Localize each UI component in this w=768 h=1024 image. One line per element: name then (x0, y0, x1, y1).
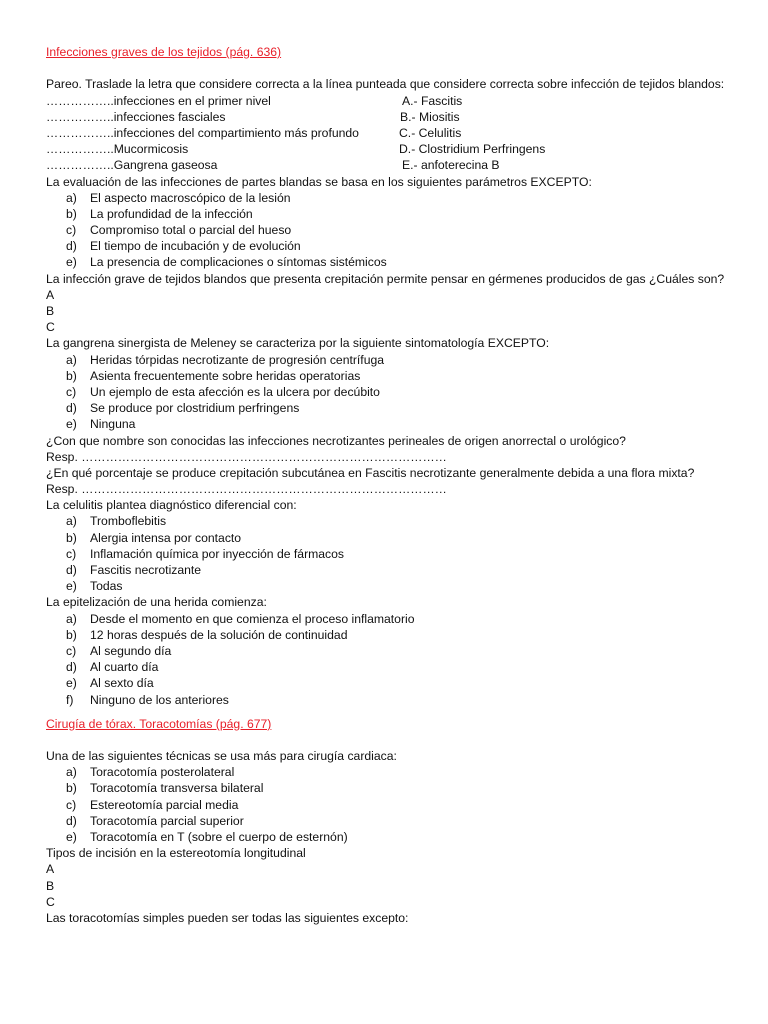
option-text: 12 horas después de la solución de continuidad (90, 627, 348, 642)
answer-option (46, 238, 736, 254)
option-label: a) (66, 765, 77, 780)
option-text: Alergia intensa por contacto (90, 530, 242, 545)
option-text: Inflamación química por inyección de fármacos (90, 546, 345, 561)
option-text: Toracotomía posterolateral (90, 765, 235, 780)
option-label: c) (66, 223, 77, 238)
answer-option (46, 190, 736, 206)
answer-option (46, 352, 736, 368)
option-text: La profundidad de la infección (90, 206, 253, 221)
option-label: b) (66, 530, 77, 545)
option-label: b) (66, 627, 77, 642)
question-text: Las toracotomías simples pueden ser todas las siguientes excepto: (46, 910, 409, 925)
option-text: Desde el momento en que comienza el proceso inflamatorio (90, 611, 415, 626)
answer-option (46, 675, 736, 691)
option-label: a) (66, 352, 77, 367)
question-text: La infección grave de tejidos blandos que presenta crepitación permite pensar en gérmenes producidos de gas ¿Cuáles son? (46, 271, 725, 286)
option-text: La presencia de complicaciones o síntomas sistémicos (90, 255, 387, 270)
option-text: Estereotomía parcial media (90, 797, 239, 812)
answer-option (46, 659, 736, 675)
option-label: c) (66, 546, 77, 561)
answer-line: B (46, 878, 55, 893)
option-text: Heridas tórpidas necrotizante de progresión centrífuga (90, 352, 385, 367)
matching-right: A.- Fascitis (402, 93, 463, 108)
matching-left: ……………..Gangrena gaseosa (46, 158, 218, 173)
matching-row (46, 157, 736, 173)
option-text: Un ejemplo de esta afección es la ulcera por decúbito (90, 384, 380, 399)
option-text: Tromboflebitis (90, 514, 167, 529)
answer-option (46, 384, 736, 400)
option-label: d) (66, 401, 77, 416)
answer-option (46, 530, 736, 546)
answer-line: A (46, 862, 55, 877)
option-text: Toracotomía en T (sobre el cuerpo de esternón) (90, 830, 348, 845)
response-line: Resp. ……………………………………………………………………………… (46, 482, 447, 497)
option-label: c) (66, 384, 77, 399)
option-text: Al sexto día (90, 676, 154, 691)
option-label: d) (66, 813, 77, 828)
option-text: Ninguno de los anteriores (90, 692, 229, 707)
answer-option (46, 400, 736, 416)
question-text: La gangrena sinergista de Meleney se caracteriza por la siguiente sintomatología EXCEPTO: (46, 336, 550, 351)
option-label: a) (66, 611, 77, 626)
response-line: Resp. ……………………………………………………………………………… (46, 449, 447, 464)
option-label: d) (66, 660, 77, 675)
option-text: Toracotomía parcial superior (90, 813, 244, 828)
spacer (46, 732, 736, 748)
option-text: Compromiso total o parcial del hueso (90, 223, 292, 238)
option-text: Fascitis necrotizante (90, 563, 202, 578)
question-text: ¿Con que nombre son conocidas las infecciones necrotizantes perineales de origen anorrectal o urológico? (46, 433, 626, 448)
answer-line: A (46, 287, 55, 302)
option-label: f) (66, 692, 74, 707)
answer-option (46, 643, 736, 659)
option-text: Al cuarto día (90, 660, 159, 675)
answer-option (46, 578, 736, 594)
question-text: Tipos de incisión en la estereotomía longitudinal (46, 846, 306, 861)
question-text: ¿En qué porcentaje se produce crepitación subcutánea en Fascitis necrotizante generalmente debida a una flora mixta? (46, 465, 695, 480)
option-label: b) (66, 781, 77, 796)
option-label: a) (66, 190, 77, 205)
matching-left: ……………..infecciones en el primer nivel (46, 93, 271, 108)
matching-right: C.- Celulitis (399, 125, 462, 140)
matching-right: D.- Clostridium Perfringens (399, 142, 546, 157)
matching-row (46, 109, 736, 125)
option-text: El aspecto macroscópico de la lesión (90, 190, 291, 205)
document-page (46, 44, 736, 926)
option-label: e) (66, 830, 77, 845)
matching-instructions: Pareo. Traslade la letra que considere correcta a la línea punteada que considere correcta sobre infección de tejidos blandos: (46, 77, 725, 92)
option-label: a) (66, 514, 77, 529)
answer-option (46, 611, 736, 627)
matching-row (46, 93, 736, 109)
question-text: La celulitis plantea diagnóstico diferencial con: (46, 498, 297, 513)
option-label: b) (66, 206, 77, 221)
matching-exercise (46, 93, 736, 174)
question-text: La evaluación de las infecciones de partes blandas se basa en los siguientes parámetros EXCEPTO: (46, 174, 592, 189)
answer-line: B (46, 304, 55, 319)
answer-option (46, 254, 736, 270)
option-text: Se produce por clostridium perfringens (90, 401, 300, 416)
answer-option (46, 416, 736, 432)
answer-option (46, 813, 736, 829)
option-label: e) (66, 417, 77, 432)
answer-option (46, 797, 736, 813)
section-heading[interactable]: Infecciones graves de los tejidos (pág. 636) (46, 45, 282, 59)
matching-left: ……………..Mucormicosis (46, 142, 189, 157)
matching-row (46, 141, 736, 157)
spacer (46, 60, 736, 76)
spacer (46, 708, 736, 716)
option-label: d) (66, 239, 77, 254)
answer-option (46, 562, 736, 578)
answer-option (46, 627, 736, 643)
matching-row (46, 125, 736, 141)
option-label: e) (66, 676, 77, 691)
question-text: Una de las siguientes técnicas se usa más para cirugía cardiaca: (46, 749, 397, 764)
option-text: Toracotomía transversa bilateral (90, 781, 264, 796)
answer-option (46, 368, 736, 384)
option-label: c) (66, 643, 77, 658)
option-text: El tiempo de incubación y de evolución (90, 239, 301, 254)
matching-right: E.- anfoterecina B (402, 158, 500, 173)
matching-left: ……………..infecciones fasciales (46, 109, 226, 124)
option-label: d) (66, 563, 77, 578)
option-text: Todas (90, 579, 123, 594)
answer-option (46, 692, 736, 708)
option-label: b) (66, 368, 77, 383)
answer-option (46, 780, 736, 796)
option-label: e) (66, 255, 77, 270)
option-text: Asienta frecuentemente sobre heridas operatorias (90, 368, 361, 383)
answer-line: C (46, 320, 55, 335)
option-label: c) (66, 797, 77, 812)
option-text: Al segundo día (90, 643, 172, 658)
section-heading[interactable]: Cirugía de tórax. Toracotomías (pág. 677) (46, 716, 272, 731)
option-label: e) (66, 579, 77, 594)
option-text: Ninguna (90, 417, 136, 432)
answer-option (46, 222, 736, 238)
answer-option (46, 829, 736, 845)
answer-option (46, 513, 736, 529)
answer-option (46, 206, 736, 222)
answer-line: C (46, 894, 55, 909)
matching-right: B.- Miositis (400, 109, 460, 124)
matching-left: ……………..infecciones del compartimiento más profundo (46, 125, 359, 140)
answer-option (46, 764, 736, 780)
question-text: La epitelización de una herida comienza: (46, 595, 267, 610)
answer-option (46, 546, 736, 562)
